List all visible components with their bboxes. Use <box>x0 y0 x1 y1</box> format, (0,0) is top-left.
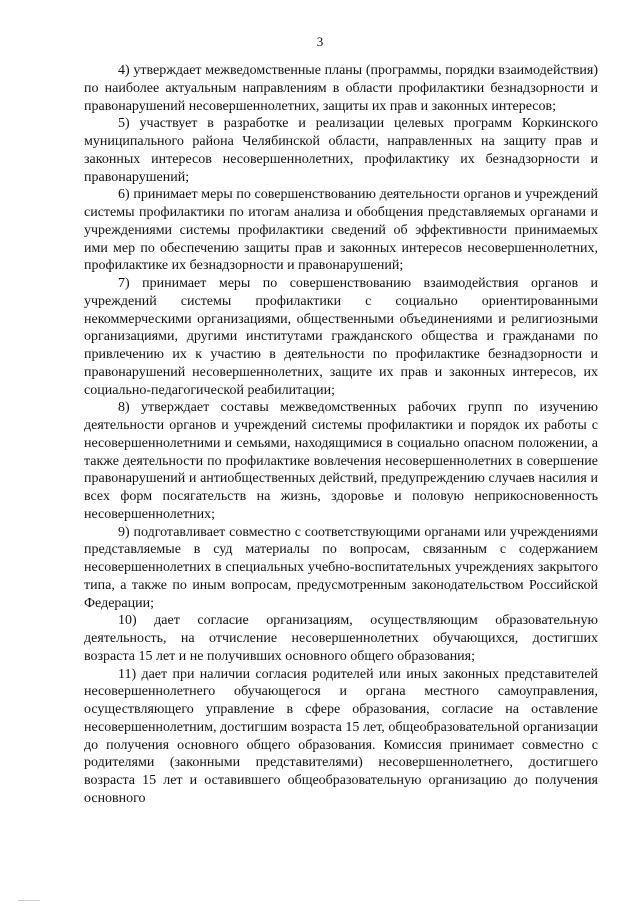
page-number: 3 <box>316 34 324 49</box>
paragraph-item-11: 11) дает при наличии согласия родителей или иных законных представителей несовершеннолетнего обучающегося и органа местного самоуправления, осуществляющего управление в сфере образования, согласие на оставление несовершеннолетним, достигшим возраста 15 лет, общеобразовательной организации до получения основного общего образования. Комиссия принимает совместно с родителями (законными представителями) несовершеннолетнего, достигшего возраста 15 лет и оставившего общеобразовательную организацию до получения основного <box>84 666 598 806</box>
paragraph-item-8: 8) утверждает составы межведомственных рабочих групп по изучению деятельности органов и учреждений системы профилактики и порядок их работы с несовершеннолетними и семьями, находящимися в социально опасном положении, а также деятельности по профилактике вовлечения несовершеннолетних в совершение правонарушений и антиобщественных действий, предупреждению случаев насилия и всех форм посягательств на жизнь, здоровье и половую неприкосновенность несовершеннолетних; <box>84 400 598 522</box>
paragraph-item-9: 9) подготавливает совместно с соответствующими органами или учреждениями представляемые в суд материалы по вопросам, связанным с содержанием несовершеннолетних в специальных учебно-воспитательных учреждениях закрытого типа, а также по иным вопросам, предусмотренным законодательством Российской Федерации; <box>84 524 598 611</box>
paragraph-item-10: 10) дает согласие организациям, осуществляющим образовательную деятельность, на отчисление несовершеннолетних обучающихся, достигших возраста 15 лет и не получивших основного общего образования; <box>84 613 598 664</box>
paragraph-item-5: 5) участвует в разработке и реализации целевых программ Коркинского муниципального района Челябинской области, направленных на защиту прав и законных интересов несовершеннолетних, профилактику их безнадзорности и правонарушений; <box>84 116 598 185</box>
paragraph-item-6: 6) принимает меры по совершенствованию деятельности органов и учреждений системы профилактики по итогам анализа и обобщения представляемых органами и учреждениями системы профилактики сведений об эффективности принимаемых ими мер по обеспечению защиты прав и законных интересов несовершеннолетних, профилактике их безнадзорности и правонарушений; <box>84 187 598 274</box>
paragraph-item-4: 4) утверждает межведомственные планы (программы, порядки взаимодействия) по наиболее актуальным направлениям в области профилактики безнадзорности и правонарушений несовершеннолетних, защиты их прав и законных интересов; <box>84 63 598 114</box>
paragraph-item-7: 7) принимает меры по совершенствованию взаимодействия органов и учреждений системы профилактики с социально ориентированными некоммерческими организациями, общественными объединениями и религиозными организациями, другими институтами гражданского общества и гражданами по привлечению их к участию в деятельности по профилактике безнадзорности и правонарушений несовершеннолетних, защите их прав и законных интересов, их социально-педагогической реабилитации; <box>84 276 598 398</box>
document-body <box>84 62 598 808</box>
scan-artifact-mark <box>18 900 40 901</box>
